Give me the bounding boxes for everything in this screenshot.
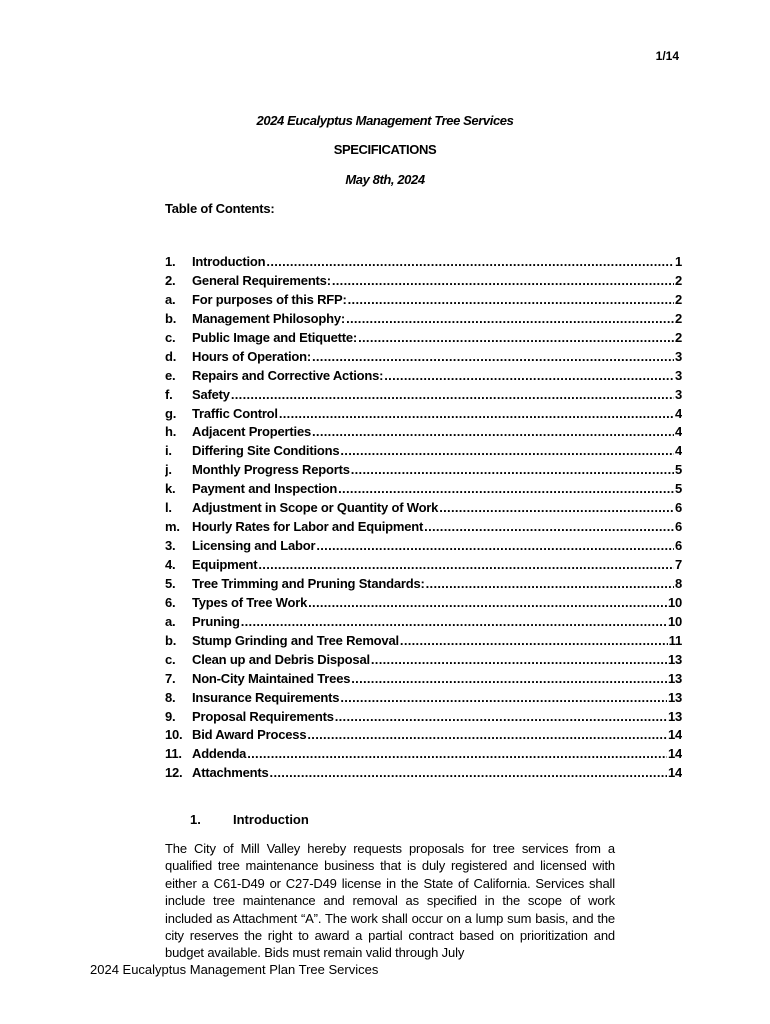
toc-entry-label: Hourly Rates for Labor and Equipment <box>192 519 424 535</box>
toc-entry-label: Adjustment in Scope or Quantity of Work <box>192 500 439 516</box>
toc-entry-page: 2 <box>674 291 682 307</box>
toc-entry-label: Bid Award Process <box>192 727 307 743</box>
toc-entry[interactable] <box>165 576 682 595</box>
toc-entry-page: 3 <box>674 367 682 383</box>
toc-leader-dots <box>270 765 667 780</box>
toc-entry-number: 11. <box>165 746 182 762</box>
toc-entry-label: Management Philosophy: <box>192 310 346 326</box>
toc-leader-dots <box>346 311 674 326</box>
toc-leader-dots <box>351 671 667 686</box>
toc-entry-label: Equipment <box>192 557 258 572</box>
toc-entry-label: Addenda <box>192 746 247 762</box>
toc-entry-number: f. <box>165 386 173 402</box>
toc-leader-dots <box>424 519 674 534</box>
toc-entry-number: 2. <box>165 272 176 288</box>
toc-entry-label: Clean up and Debris Disposal <box>192 651 370 667</box>
toc-entry-label: Hours of Operation: <box>192 348 311 364</box>
toc-entry-page: 6 <box>674 519 682 535</box>
toc-entry-label: Introduction <box>192 254 266 269</box>
toc-entry-number: c. <box>165 329 176 345</box>
toc-entry-page: 14 <box>667 746 682 762</box>
toc-leader-dots <box>371 652 667 667</box>
toc-entry[interactable] <box>165 292 682 311</box>
toc-entry-label: Payment and Inspection <box>192 481 338 497</box>
toc-leader-dots <box>308 595 667 610</box>
toc-entry-page: 6 <box>674 500 682 516</box>
toc-entry-page: 14 <box>667 727 682 743</box>
toc-leader-dots <box>307 727 667 742</box>
toc-entry[interactable] <box>165 595 682 614</box>
toc-entry-page: 2 <box>674 272 682 288</box>
toc-entry-page: 3 <box>674 386 682 402</box>
toc-leader-dots <box>338 481 674 496</box>
toc-entry-label: Types of Tree Work <box>192 594 308 610</box>
page-number: 1/14 <box>655 49 679 63</box>
toc-entry[interactable] <box>165 519 682 538</box>
toc-entry-number: l. <box>165 500 172 516</box>
toc-heading: Table of Contents: <box>165 201 275 216</box>
toc-entry-number: 8. <box>165 689 176 705</box>
toc-entry[interactable] <box>165 481 682 500</box>
toc-entry-number: b. <box>165 310 177 326</box>
toc-entry-label: Monthly Progress Reports <box>192 462 350 478</box>
toc-entry-label: Repairs and Corrective Actions: <box>192 367 384 383</box>
toc-entry-page: 2 <box>674 329 682 345</box>
toc-entry[interactable] <box>165 633 682 652</box>
toc-leader-dots <box>312 349 674 364</box>
toc-entry[interactable] <box>165 254 682 273</box>
toc-entry-number: a. <box>165 291 176 307</box>
toc-entry-page: 10 <box>667 613 682 629</box>
toc-entry-page: 7 <box>674 557 682 572</box>
toc-entry[interactable] <box>165 368 682 387</box>
toc-entry-page: 5 <box>674 481 682 497</box>
toc-entry-page: 13 <box>667 708 682 724</box>
toc-entry-number: 1. <box>165 254 176 269</box>
toc-entry[interactable] <box>165 765 682 784</box>
toc-leader-dots <box>316 538 674 553</box>
toc-entry-label: For purposes of this RFP: <box>192 291 347 307</box>
section-number: 1. <box>190 812 201 827</box>
toc-entry[interactable] <box>165 727 682 746</box>
toc-entry-number: k. <box>165 481 176 497</box>
toc-leader-dots <box>426 576 674 591</box>
table-of-contents <box>165 254 682 784</box>
toc-entry-label: Adjacent Properties <box>192 424 312 440</box>
toc-entry-page: 4 <box>674 443 682 459</box>
toc-entry-number: 4. <box>165 557 176 572</box>
toc-entry[interactable] <box>165 330 682 349</box>
toc-entry[interactable] <box>165 500 682 519</box>
toc-entry[interactable] <box>165 652 682 671</box>
toc-entry-page: 3 <box>674 348 682 364</box>
toc-entry-number: d. <box>165 348 177 364</box>
toc-entry-page: 1 <box>674 254 682 269</box>
toc-entry[interactable] <box>165 443 682 462</box>
document-date: May 8th, 2024 <box>345 172 425 187</box>
toc-entry-label: Insurance Requirements <box>192 689 340 705</box>
toc-entry-page: 13 <box>667 651 682 667</box>
toc-entry-page: 4 <box>674 424 682 440</box>
toc-entry-number: 10. <box>165 727 183 743</box>
toc-entry-page: 5 <box>674 462 682 478</box>
toc-leader-dots <box>266 254 674 269</box>
toc-leader-dots <box>241 614 667 629</box>
toc-entry-page: 8 <box>674 575 682 591</box>
toc-entry[interactable] <box>165 614 682 633</box>
toc-entry-page: 2 <box>674 310 682 326</box>
page-footer: 2024 Eucalyptus Management Plan Tree Services <box>90 962 379 977</box>
toc-leader-dots <box>348 292 674 307</box>
toc-entry-label: Attachments <box>192 765 269 781</box>
toc-entry-label: Differing Site Conditions <box>192 443 340 459</box>
toc-entry[interactable] <box>165 387 682 406</box>
toc-entry-number: 5. <box>165 575 176 591</box>
toc-entry-page: 13 <box>667 670 682 686</box>
toc-entry-page: 10 <box>667 594 682 610</box>
toc-entry-number: 3. <box>165 538 176 554</box>
introduction-paragraph: The City of Mill Valley hereby requests proposals for tree services from a qualified tree maintenance business that is duly registered and licensed with either a C61-D49 or C27-D49 license in the State of California. Services shall include tree maintenance and removal as specified in the scope of work included as Attachment “A”. The work shall occur on a lump sum basis, and the city reserves the right to award a partial contract based on prioritization and budget available. Bids must remain valid through July <box>165 841 615 961</box>
toc-entry-label: Licensing and Labor <box>192 538 316 554</box>
toc-entry-label: Stump Grinding and Tree Removal <box>192 632 399 648</box>
section-heading <box>190 812 309 827</box>
toc-entry[interactable] <box>165 349 682 368</box>
section-title: Introduction <box>233 812 309 827</box>
document-subtitle: SPECIFICATIONS <box>333 142 437 157</box>
toc-entry-page: 13 <box>667 689 682 705</box>
toc-entry-number: j. <box>165 462 172 478</box>
toc-entry-number: e. <box>165 367 176 383</box>
toc-entry-number: i. <box>165 443 172 459</box>
toc-entry[interactable] <box>165 557 682 576</box>
toc-entry-page: 4 <box>674 405 682 421</box>
toc-entry[interactable] <box>165 273 682 292</box>
toc-entry-number: g. <box>165 405 177 421</box>
toc-entry-label: Non-City Maintained Trees <box>192 670 351 686</box>
toc-leader-dots <box>384 368 674 383</box>
toc-entry-label: Public Image and Etiquette: <box>192 329 358 345</box>
toc-entry-label: Proposal Requirements <box>192 708 334 724</box>
toc-entry-page: 6 <box>674 538 682 554</box>
toc-entry-number: 9. <box>165 708 176 724</box>
toc-entry-number: a. <box>165 613 176 629</box>
toc-entry-number: h. <box>165 424 177 440</box>
toc-leader-dots <box>340 443 674 458</box>
toc-entry[interactable] <box>165 746 682 765</box>
toc-leader-dots <box>400 633 668 648</box>
toc-entry[interactable] <box>165 709 682 728</box>
toc-leader-dots <box>258 557 674 572</box>
toc-entry-number: m. <box>165 519 180 535</box>
toc-entry-number: b. <box>165 632 177 648</box>
toc-leader-dots <box>335 709 667 724</box>
toc-leader-dots <box>231 387 674 402</box>
document-title: 2024 Eucalyptus Management Tree Services <box>256 113 514 128</box>
toc-entry-number: c. <box>165 651 176 667</box>
toc-entry-label: Pruning <box>192 613 240 629</box>
toc-entry-page: 14 <box>667 765 682 781</box>
toc-entry[interactable] <box>165 671 682 690</box>
toc-entry-number: 12. <box>165 765 183 781</box>
toc-leader-dots <box>312 424 674 439</box>
toc-leader-dots <box>351 462 674 477</box>
toc-entry-number: 7. <box>165 670 176 686</box>
toc-leader-dots <box>358 330 674 345</box>
toc-entry-label: Traffic Control <box>192 405 278 421</box>
toc-leader-dots <box>279 406 674 421</box>
toc-entry[interactable] <box>165 311 682 330</box>
toc-entry-label: Tree Trimming and Pruning Standards: <box>192 575 425 591</box>
toc-entry-label: General Requirements: <box>192 272 331 288</box>
toc-entry[interactable] <box>165 538 682 557</box>
toc-entry[interactable] <box>165 406 682 425</box>
toc-leader-dots <box>247 746 667 761</box>
toc-leader-dots <box>332 273 674 288</box>
toc-entry[interactable] <box>165 690 682 709</box>
toc-entry-page: 11 <box>668 632 682 648</box>
toc-entry-number: 6. <box>165 594 176 610</box>
toc-entry-label: Safety <box>192 386 230 402</box>
toc-entry[interactable] <box>165 424 682 443</box>
toc-entry[interactable] <box>165 462 682 481</box>
toc-leader-dots <box>340 690 667 705</box>
toc-leader-dots <box>439 500 674 515</box>
